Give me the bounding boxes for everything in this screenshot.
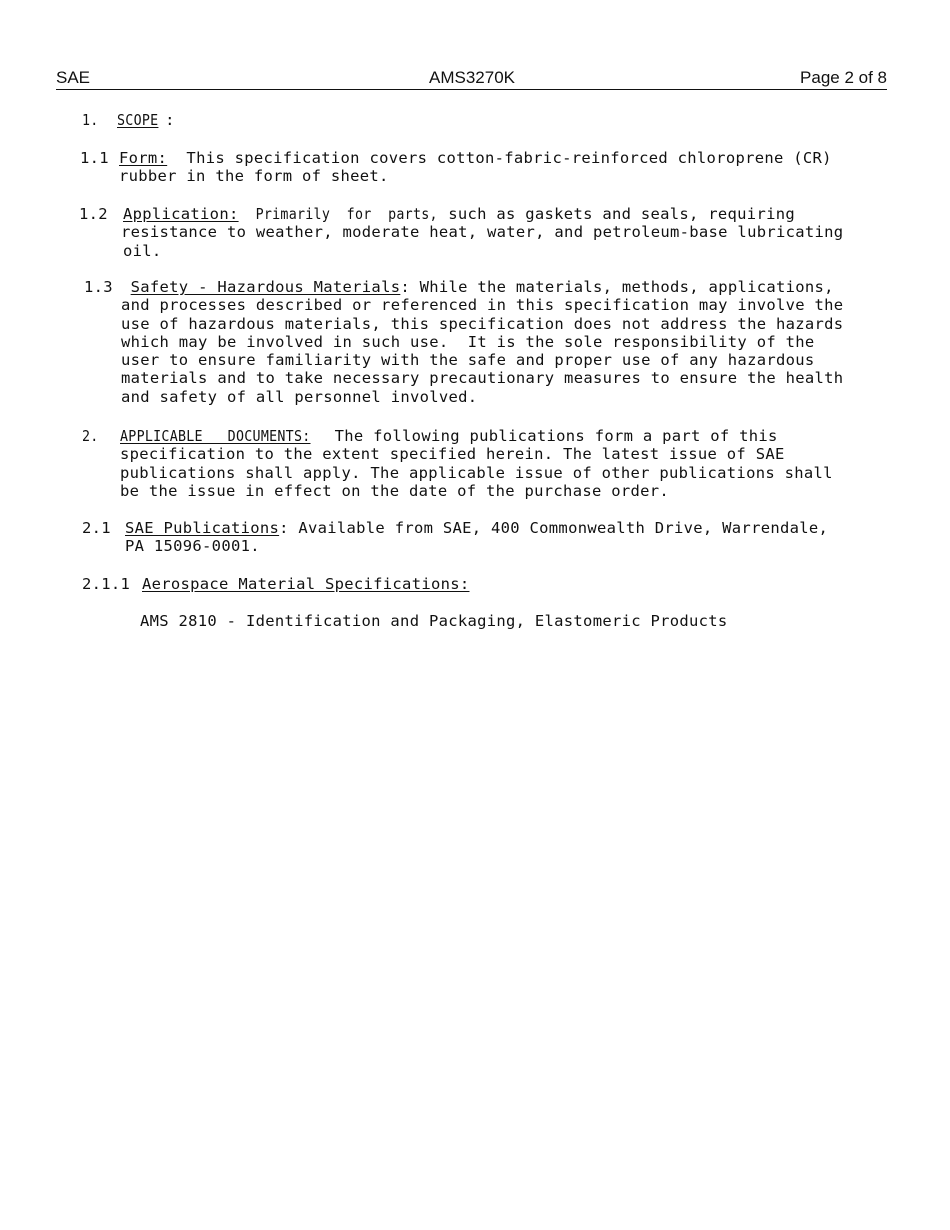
section-1-1-number: 1.1 bbox=[80, 149, 109, 167]
section-2-1-1-heading bbox=[142, 575, 469, 593]
section-2-number: 2. bbox=[82, 427, 99, 445]
page-header bbox=[56, 68, 887, 90]
section-1-number: 1. bbox=[82, 111, 99, 129]
section-1-2-number: 1.2 bbox=[79, 205, 108, 223]
header-page-number: Page 2 of 8 bbox=[800, 68, 887, 87]
section-1-2-title: Application: bbox=[123, 205, 239, 223]
section-2-1-1-number: 2.1.1 bbox=[82, 575, 131, 593]
section-2-body: APPLICABLE DOCUMENTS: The following publications form a part of this specification to the extent specified herein. The latest issue of SAE publications shall apply. The applicable issue of other publications shall be the issue in effect on the date of the purchase order. bbox=[120, 427, 833, 500]
header-doc-number: AMS3270K bbox=[429, 68, 515, 87]
section-2-1-body: SAE Publications: Available from SAE, 400 Commonwealth Drive, Warrendale, PA 15096-0001. bbox=[125, 519, 829, 556]
section-1-1-body: Form: This specification covers cotton-fabric-reinforced chloroprene (CR) rubber in the form of sheet. bbox=[119, 149, 832, 186]
section-1-2-body: Application: Primarily for parts, such as gaskets and seals, requiring resistance to weather, moderate heat, water, and petroleum-base lubricating oil. bbox=[121, 205, 844, 260]
section-1-1-title: Form: bbox=[119, 149, 168, 167]
section-1-3-number: 1.3 bbox=[84, 278, 113, 296]
section-2-1-1-title: Aerospace Material Specifications: bbox=[142, 575, 470, 593]
section-2-1-title: SAE Publications bbox=[125, 519, 280, 537]
header-org: SAE bbox=[56, 68, 91, 87]
reference-ams-2810: AMS 2810 - Identification and Packaging, Elastomeric Products bbox=[140, 612, 728, 630]
section-1-heading: SCOPE : bbox=[117, 111, 175, 129]
section-2-1-number: 2.1 bbox=[82, 519, 111, 537]
section-2-title: APPLICABLE DOCUMENTS: bbox=[120, 427, 311, 445]
section-1-3-body: Safety - Hazardous Materials: While the materials, methods, applications, and processes described or referenced in this specification may involve the use of hazardous materials, this specification does not address the hazards which may be involved in such use. It is the sole responsibility of the user to ensure familiarity with the safe and proper use of any hazardous materials and to take necessary precautionary measures to ensure the health and safety of all personnel involved. bbox=[121, 278, 844, 406]
section-1-3-title: Safety - Hazardous Materials bbox=[130, 278, 401, 296]
section-1-title: SCOPE bbox=[117, 111, 159, 129]
